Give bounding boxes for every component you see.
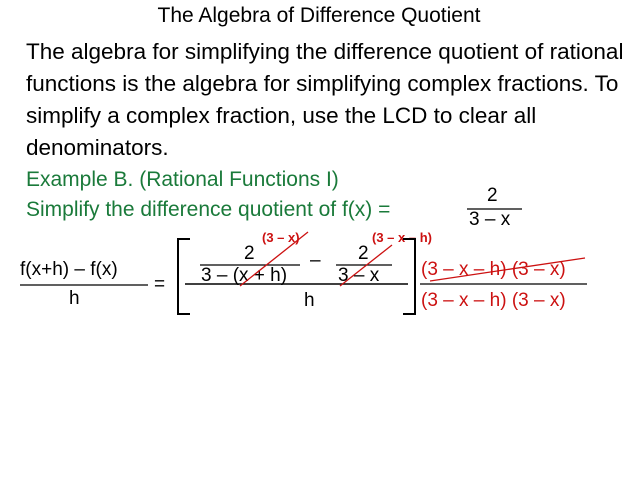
cancel-stroke-term1 (240, 232, 308, 286)
left-bracket (178, 239, 190, 314)
term1-denominator: 3 – (x + h) (201, 265, 288, 286)
big-denominator: h (304, 290, 315, 311)
cancel-stroke-lcd (430, 258, 585, 281)
minus-sign: – (310, 250, 321, 271)
intro-paragraph: The algebra for simplifying the difference quotient of rational functions is the algebra for simplifying complex fractions. To simplify a complex fraction, use the LCD to clear all denominators. (26, 39, 624, 160)
right-bracket (403, 239, 415, 314)
f-numerator: 2 (487, 185, 498, 206)
lhs-numerator: f(x+h) – f(x) (20, 259, 118, 280)
term2-numerator: 2 (358, 243, 369, 264)
f-denominator: 3 – x (469, 209, 511, 230)
lcd-numerator: (3 – x – h) (3 – x) (421, 259, 566, 280)
term2-multiplier: (3 – x – h) (372, 230, 432, 245)
example-heading: Example B. (Rational Functions I) (26, 168, 339, 191)
equals-sign: = (154, 274, 166, 295)
lhs-denominator: h (69, 288, 80, 309)
example-task: Simplify the difference quotient of f(x) = (26, 198, 391, 221)
term2-denominator: 3 – x (338, 265, 380, 286)
term1-multiplier: (3 – x) (262, 230, 300, 245)
page-title: The Algebra of Difference Quotient (157, 4, 481, 27)
term1-numerator: 2 (244, 243, 255, 264)
lcd-denominator: (3 – x – h) (3 – x) (421, 290, 566, 311)
